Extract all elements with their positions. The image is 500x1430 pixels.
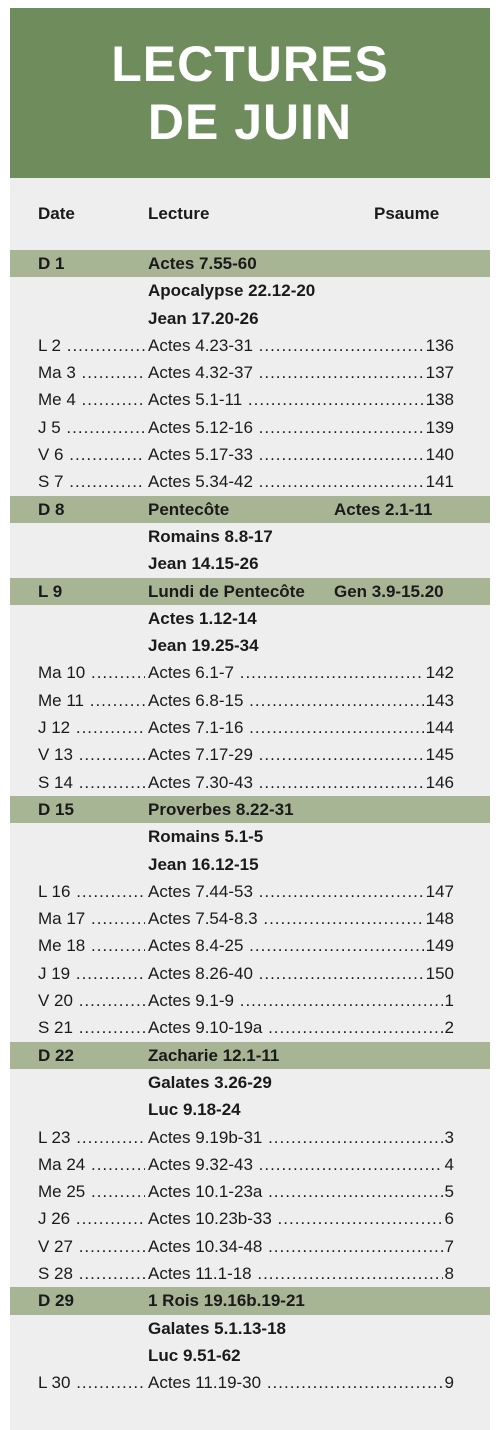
column-header-lecture: Lecture xyxy=(148,204,210,223)
row-psalm: 7 xyxy=(443,1233,454,1260)
row-date: V 27 ..... xyxy=(38,1233,145,1260)
row-date: J 5 ..... xyxy=(38,414,145,441)
weekday-row xyxy=(10,960,490,987)
row-psalm: 139 xyxy=(424,414,454,441)
row-date: J 19 ..... xyxy=(38,960,145,987)
sunday-row xyxy=(10,796,490,823)
sunday-row xyxy=(10,1042,490,1069)
row-psalm: 144 xyxy=(424,714,454,741)
weekday-row xyxy=(10,1205,490,1232)
readings-list xyxy=(10,250,490,1396)
row-reading: Pentecôte xyxy=(148,499,230,519)
row-extra-reading: Gen 3.9-15.20 xyxy=(334,581,444,601)
row-reading: Jean 14.15-26 xyxy=(148,554,259,574)
weekday-row xyxy=(10,1233,490,1260)
reading-calendar-card xyxy=(10,8,490,1430)
row-reading: Actes 10.23b-33 ..... xyxy=(148,1205,454,1232)
row-date: L 9 xyxy=(38,581,63,601)
row-date: D 8 xyxy=(38,499,65,519)
row-reading: Actes 9.10-19a ..... xyxy=(148,1014,454,1041)
row-psalm: 146 xyxy=(424,769,454,796)
row-reading: Actes 1.12-14 xyxy=(148,608,257,628)
row-reading: Proverbes 8.22-31 xyxy=(148,799,294,819)
row-date: Ma 24 ..... xyxy=(38,1151,145,1178)
row-reading: Actes 9.1-9 ..... xyxy=(148,987,454,1014)
row-psalm: 6 xyxy=(443,1205,454,1232)
weekday-row xyxy=(10,468,490,495)
row-date: L 16 ..... xyxy=(38,878,145,905)
weekday-row xyxy=(10,1124,490,1151)
row-reading: Romains 5.1-5 xyxy=(148,827,264,847)
row-reading: Actes 11.19-30 ..... xyxy=(148,1369,454,1396)
row-reading: Actes 6.8-15 ..... xyxy=(148,687,454,714)
row-date: L 23 ..... xyxy=(38,1124,145,1151)
row-reading: Jean 19.25-34 xyxy=(148,636,259,656)
row-reading: Actes 5.12-16 ..... xyxy=(148,414,454,441)
weekday-row xyxy=(10,687,490,714)
row-reading: Apocalypse 22.12-20 xyxy=(148,281,316,301)
title-line-1: LECTURES xyxy=(111,36,389,92)
row-psalm: 148 xyxy=(424,905,454,932)
row-reading: Actes 10.1-23a ..... xyxy=(148,1178,454,1205)
row-reading: Galates 5.1.13-18 xyxy=(148,1318,286,1338)
sunday-row xyxy=(10,250,490,277)
row-psalm: 8 xyxy=(443,1260,454,1287)
row-date: Ma 17 ..... xyxy=(38,905,145,932)
row-reading: Actes 8.4-25 ..... xyxy=(148,932,454,959)
column-header-psaume: Psaume xyxy=(374,204,440,223)
weekday-row xyxy=(10,1369,490,1396)
row-psalm: 147 xyxy=(424,878,454,905)
row-date: D 29 xyxy=(38,1291,74,1311)
row-reading: Luc 9.51-62 xyxy=(148,1345,241,1365)
row-date: D 15 xyxy=(38,799,74,819)
row-reading: Jean 16.12-15 xyxy=(148,854,259,874)
weekday-row xyxy=(10,714,490,741)
additional-reading-row xyxy=(10,277,490,304)
row-reading: Lundi de Pentecôte xyxy=(148,581,305,601)
weekday-row xyxy=(10,905,490,932)
row-date: S 14 ..... xyxy=(38,769,145,796)
row-date: J 26 ..... xyxy=(38,1205,145,1232)
weekday-row xyxy=(10,987,490,1014)
additional-reading-row xyxy=(10,305,490,332)
row-reading: Actes 6.1-7 ..... xyxy=(148,659,454,686)
row-reading: Actes 10.34-48 ..... xyxy=(148,1233,454,1260)
row-extra-reading: Actes 2.1-11 xyxy=(334,499,433,519)
row-date: Me 18 ..... xyxy=(38,932,145,959)
weekday-row xyxy=(10,932,490,959)
weekday-row xyxy=(10,769,490,796)
row-reading: Romains 8.8-17 xyxy=(148,526,273,546)
row-psalm: 2 xyxy=(443,1014,454,1041)
row-reading: Jean 17.20-26 xyxy=(148,308,259,328)
weekday-row xyxy=(10,441,490,468)
row-date: Ma 3 ..... xyxy=(38,359,145,386)
additional-reading-row xyxy=(10,851,490,878)
row-date: S 7 ..... xyxy=(38,468,145,495)
row-reading: Actes 7.1-16 ..... xyxy=(148,714,454,741)
row-date: Me 25 ..... xyxy=(38,1178,145,1205)
row-date: J 12 ..... xyxy=(38,714,145,741)
sunday-row xyxy=(10,578,490,605)
row-psalm: 138 xyxy=(424,386,454,413)
weekday-row xyxy=(10,386,490,413)
title-line-2: DE JUIN xyxy=(147,94,353,150)
row-psalm: 149 xyxy=(424,932,454,959)
row-reading: Actes 11.1-18 ..... xyxy=(148,1260,454,1287)
row-date: V 20 ..... xyxy=(38,987,145,1014)
row-reading: Actes 7.30-43 ..... xyxy=(148,769,454,796)
sunday-row xyxy=(10,496,490,523)
row-reading: Luc 9.18-24 xyxy=(148,1100,241,1120)
row-psalm: 136 xyxy=(424,332,454,359)
row-date: Me 4 ..... xyxy=(38,386,145,413)
row-date: D 1 xyxy=(38,254,65,273)
row-date: V 13 ..... xyxy=(38,741,145,768)
row-reading: 1 Rois 19.16b.19-21 xyxy=(148,1291,305,1311)
row-reading: Zacharie 12.1-11 xyxy=(148,1045,280,1065)
title-banner xyxy=(10,8,490,178)
weekday-row xyxy=(10,1178,490,1205)
row-psalm: 9 xyxy=(443,1369,454,1396)
row-reading: Actes 7.54-8.3 ..... xyxy=(148,905,454,932)
weekday-row xyxy=(10,359,490,386)
row-reading: Actes 9.32-43 ..... xyxy=(148,1151,454,1178)
row-psalm: 142 xyxy=(424,659,454,686)
weekday-row xyxy=(10,1014,490,1041)
additional-reading-row xyxy=(10,632,490,659)
row-reading: Actes 9.19b-31 ..... xyxy=(148,1124,454,1151)
row-reading: Actes 7.44-53 ..... xyxy=(148,878,454,905)
sunday-row xyxy=(10,1287,490,1314)
column-headers xyxy=(10,204,490,228)
row-reading: Actes 4.23-31 ..... xyxy=(148,332,454,359)
row-psalm: 4 xyxy=(443,1151,454,1178)
row-date: Me 11 ..... xyxy=(38,687,145,714)
row-reading: Actes 4.32-37 ..... xyxy=(148,359,454,386)
additional-reading-row xyxy=(10,823,490,850)
row-psalm: 140 xyxy=(424,441,454,468)
row-date: Ma 10 ..... xyxy=(38,659,145,686)
row-psalm: 5 xyxy=(443,1178,454,1205)
row-reading: Actes 7.55-60 xyxy=(148,254,257,273)
row-psalm: 143 xyxy=(424,687,454,714)
weekday-row xyxy=(10,414,490,441)
row-psalm: 145 xyxy=(424,741,454,768)
row-reading: Actes 5.17-33 ..... xyxy=(148,441,454,468)
row-date: L 30 ..... xyxy=(38,1369,145,1396)
row-reading: Galates 3.26-29 xyxy=(148,1072,272,1092)
row-date: S 21 ..... xyxy=(38,1014,145,1041)
weekday-row xyxy=(10,332,490,359)
row-reading: Actes 8.26-40 ..... xyxy=(148,960,454,987)
weekday-row xyxy=(10,1151,490,1178)
additional-reading-row xyxy=(10,605,490,632)
row-date: S 28 ..... xyxy=(38,1260,145,1287)
row-psalm: 150 xyxy=(424,960,454,987)
weekday-row xyxy=(10,878,490,905)
additional-reading-row xyxy=(10,523,490,550)
column-header-date: Date xyxy=(38,204,75,223)
row-psalm: 3 xyxy=(443,1124,454,1151)
row-date: L 2 ..... xyxy=(38,332,145,359)
additional-reading-row xyxy=(10,1315,490,1342)
weekday-row xyxy=(10,741,490,768)
row-reading: Actes 5.1-11 ..... xyxy=(148,386,454,413)
additional-reading-row xyxy=(10,1096,490,1123)
weekday-row xyxy=(10,659,490,686)
row-date: D 22 xyxy=(38,1045,74,1065)
row-psalm: 1 xyxy=(443,987,454,1014)
row-reading: Actes 7.17-29 ..... xyxy=(148,741,454,768)
additional-reading-row xyxy=(10,1069,490,1096)
row-psalm: 137 xyxy=(424,359,454,386)
additional-reading-row xyxy=(10,1342,490,1369)
row-date: V 6 ..... xyxy=(38,441,145,468)
row-reading: Actes 5.34-42 ..... xyxy=(148,468,454,495)
weekday-row xyxy=(10,1260,490,1287)
row-psalm: 141 xyxy=(424,468,454,495)
additional-reading-row xyxy=(10,550,490,577)
